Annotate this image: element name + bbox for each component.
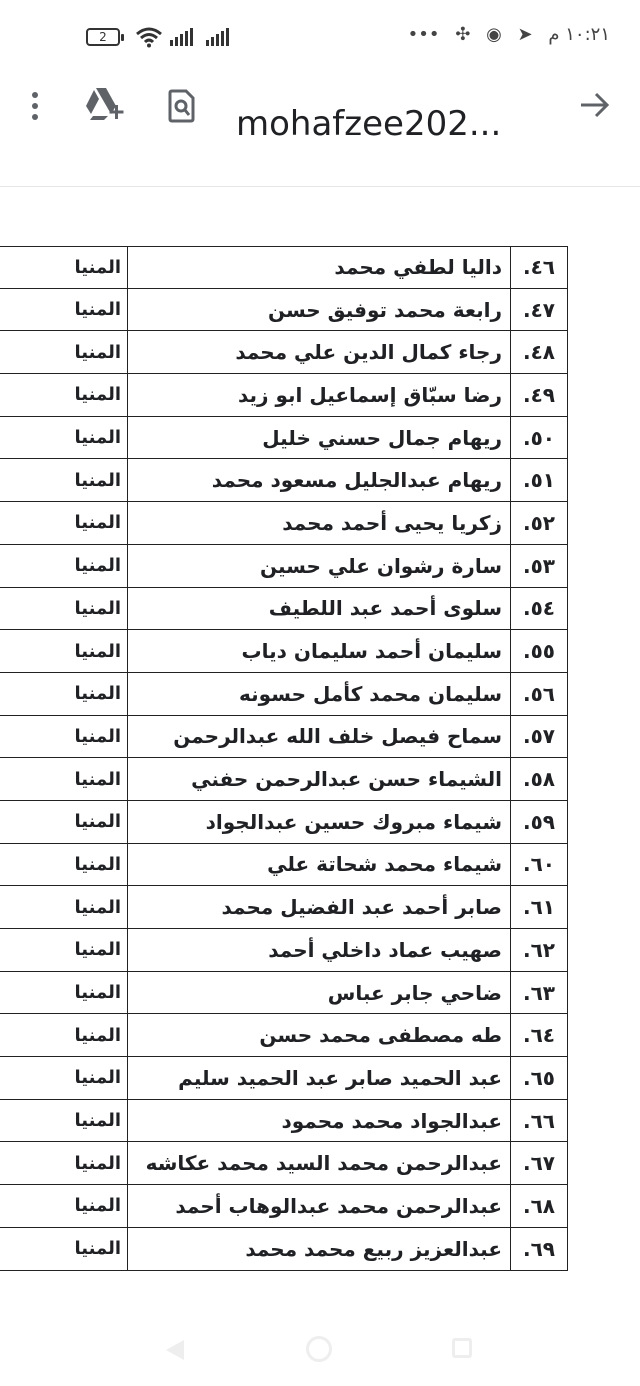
table-row [0,630,568,673]
row-number-cell: ٦٥. [510,1057,568,1099]
table-row [0,758,568,801]
name-cell: صابر أحمد عبد الفضيل محمد [221,895,502,920]
signal-icon [170,28,198,46]
name-cell: عبدالجواد محمد محمود [281,1108,502,1133]
name-cell: رضا سبّاق إسماعيل ابو زيد [237,382,502,407]
row-number-cell: ٦٧. [510,1142,568,1184]
name-cell: طه مصطفى محمد حسن [259,1023,502,1048]
row-number-cell: ٤٧. [510,289,568,331]
viewer-toolbar [0,72,640,187]
row-number-cell: ٥١. [510,459,568,501]
table-row [0,1185,568,1228]
name-cell: سارة رشوان علي حسين [259,553,502,578]
row-number-cell: ٥٥. [510,630,568,672]
table-row [0,972,568,1015]
home-icon[interactable] [306,1336,332,1362]
governorate-cell: المنيا [0,289,128,331]
table-row [0,289,568,332]
row-number-cell: ٥٣. [510,545,568,587]
name-cell: شيماء محمد شحاتة علي [267,852,502,877]
governorate-cell: المنيا [0,844,128,886]
name-cell: ضاحي جابر عباس [327,980,502,1005]
governorate-cell: المنيا [0,716,128,758]
table-row [0,246,568,289]
row-number-cell: ٥٠. [510,417,568,459]
name-cell: شيماء مبروك حسين عبدالجواد [205,809,502,834]
name-cell: عبد الحميد صابر عبد الحميد سليم [178,1065,502,1090]
row-number-cell: ٦٣. [510,972,568,1014]
pinwheel-icon: ✣ [455,24,471,45]
name-cell: سلوى أحمد عبد اللطيف [268,596,502,621]
add-to-drive-icon[interactable] [84,86,126,122]
name-cell: عبدالرحمن محمد السيد محمد عكاشه [145,1151,502,1176]
names-table [0,246,568,1271]
table-row [0,459,568,502]
table-row [0,801,568,844]
row-number-cell: ٥٤. [510,588,568,630]
row-number-cell: ٥٨. [510,758,568,800]
governorate-cell: المنيا [0,1228,128,1270]
row-number-cell: ٥٩. [510,801,568,843]
governorate-cell: المنيا [0,1100,128,1142]
governorate-cell: المنيا [0,247,128,288]
governorate-cell: المنيا [0,374,128,416]
governorate-cell: المنيا [0,630,128,672]
governorate-cell: المنيا [0,673,128,715]
governorate-cell: المنيا [0,886,128,928]
name-cell: سليمان أحمد سليمان دياب [241,639,502,664]
row-number-cell: ٥٦. [510,673,568,715]
table-row [0,1057,568,1100]
status-right [398,24,610,45]
telegram-icon: ➤ [517,24,533,45]
table-row [0,502,568,545]
name-cell: ريهام جمال حسني خليل [262,425,502,450]
table-row [0,844,568,887]
row-number-cell: ٤٨. [510,331,568,373]
navigation-bar [0,1300,640,1386]
row-number-cell: ٤٦. [510,247,568,288]
name-cell: عبدالرحمن محمد عبدالوهاب أحمد [175,1193,502,1218]
more-vert-icon[interactable] [28,92,44,122]
governorate-cell: المنيا [0,417,128,459]
name-cell: عبدالعزيز ربيع محمد محمد [245,1236,502,1261]
row-number-cell: ٦٨. [510,1185,568,1227]
governorate-cell: المنيا [0,801,128,843]
governorate-cell: المنيا [0,929,128,971]
row-number-cell: ٦٤. [510,1014,568,1056]
name-cell: رجاء كمال الدين علي محمد [235,340,502,365]
recents-icon[interactable] [452,1338,472,1358]
row-number-cell: ٦١. [510,886,568,928]
name-cell: صهيب عماد داخلي أحمد [268,937,502,962]
name-cell: سليمان محمد كأمل حسونه [239,681,502,706]
table-row [0,374,568,417]
table-row [0,1014,568,1057]
battery-level: 2 [99,30,107,44]
name-cell: سماح فيصل خلف الله عبدالرحمن [173,724,502,749]
battery-icon [86,28,120,46]
governorate-cell: المنيا [0,502,128,544]
table-row [0,545,568,588]
governorate-cell: المنيا [0,545,128,587]
governorate-cell: المنيا [0,1057,128,1099]
governorate-cell: المنيا [0,758,128,800]
row-number-cell: ٥٧. [510,716,568,758]
governorate-cell: المنيا [0,459,128,501]
table-row [0,673,568,716]
governorate-cell: المنيا [0,1185,128,1227]
signal-icon [206,28,234,46]
name-cell: ريهام عبدالجليل مسعود محمد [211,468,502,493]
messenger-icon: ◉ [486,24,502,45]
row-number-cell: ٦٢. [510,929,568,971]
governorate-cell: المنيا [0,588,128,630]
table-row [0,1228,568,1271]
document-title: mohafzee202... [236,104,502,144]
row-number-cell: ٦٦. [510,1100,568,1142]
forward-arrow-icon[interactable] [578,90,612,120]
table-row [0,1100,568,1143]
table-row [0,929,568,972]
name-cell: رابعة محمد توفيق حسن [267,297,502,322]
name-cell: الشيماء حسن عبدالرحمن حفني [191,767,502,792]
governorate-cell: المنيا [0,1142,128,1184]
name-cell: داليا لطفي محمد [334,255,502,280]
table-row [0,417,568,460]
row-number-cell: ٦٩. [510,1228,568,1270]
governorate-cell: المنيا [0,331,128,373]
name-cell: زكريا يحيى أحمد محمد [282,510,502,535]
table-row [0,588,568,631]
wifi-icon [136,26,162,48]
back-icon[interactable] [166,1340,184,1360]
status-time: ١٠:٢١ م [548,24,610,45]
table-row [0,886,568,929]
row-number-cell: ٥٢. [510,502,568,544]
status-bar [0,0,640,72]
table-row [0,1142,568,1185]
table-row [0,716,568,759]
table-row [0,331,568,374]
more-dots-icon: ••• [407,24,440,45]
row-number-cell: ٤٩. [510,374,568,416]
governorate-cell: المنيا [0,972,128,1014]
find-in-page-icon[interactable] [166,88,198,124]
governorate-cell: المنيا [0,1014,128,1056]
row-number-cell: ٦٠. [510,844,568,886]
